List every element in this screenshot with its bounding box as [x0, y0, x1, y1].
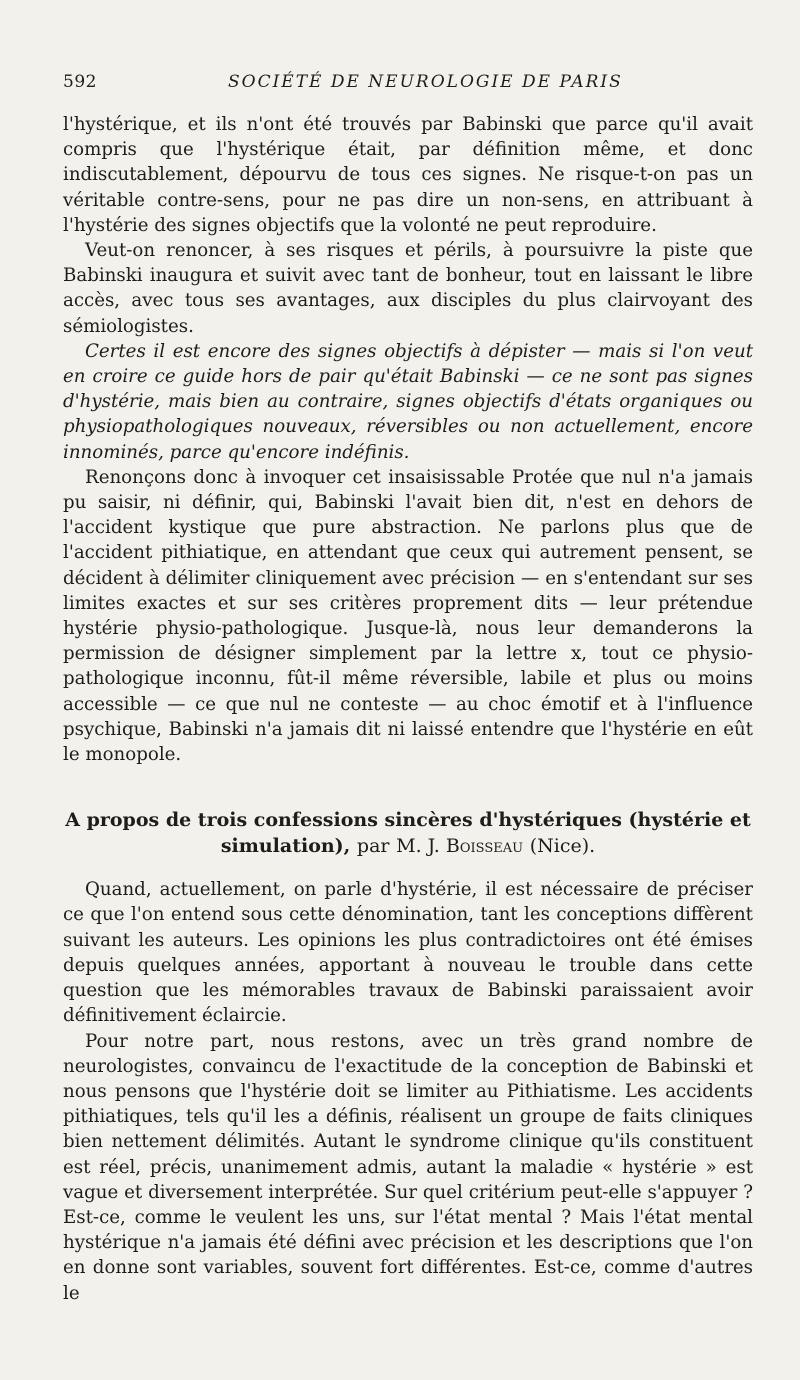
paragraph: Pour notre part, nous restons, avec un très grand nombre de neurologistes, convaincu de l'exactitude de la conception de Babinski et nous pensons que l'hystérie doit se limiter au Pithiatisme. Les accidents pithiatiques, tels qu'il les a définis, réalisent un groupe de faits cliniques bien nettement délimités. Autant le syndrome clinique qu'ils constituent est réel, précis, unanimement admis, autant la maladie « hystérie » est vague et diversement interprétée. Sur quel critérium peut-elle s'appuyer ? Est-ce, comme le veulent les uns, sur l'état mental ? Mais l'état mental hystérique n'a jamais été défini avec précision et les descriptions que l'on en donne sont variables, souvent fort différentes. Est-ce, comme d'autres le	[63, 1030, 753, 1304]
section-gap	[63, 767, 753, 807]
paragraph: Quand, actuellement, on parle d'hystérie, il est nécessaire de préciser ce que l'on entend sous cette dénomination, tant les conceptions diffèrent suivant les auteurs. Les opinions les plus contradictoires ont été émises depuis quelques années, apportant à nouveau le trouble dans cette question que les mémorables travaux de Babinski paraissaient avoir définitivement éclaircie.	[63, 879, 753, 1027]
paragraph-italic: Certes il est encore des signes objectifs à dépister — mais si l'on veut en croire ce guide hors de pair qu'était Babinski — ce ne sont pas signes d'hystérie, mais bien au contraire, signes objectifs d'états organiques ou physiopathologiques nouveaux, réversibles ou non actuellement, encore innominés, parce qu'encore indéfinis.	[63, 340, 753, 463]
author-prefix: par	[356, 835, 390, 858]
paragraph: Renonçons donc à invoquer cet insaisissable Protée que nul n'a jamais pu saisir, ni définir, qui, Babinski l'avait bien dit, n'est en dehors de l'accident kystique que pure abstraction. Ne parlons plus que de l'accident pithiatique, en attendant que ceux qui autrement pensent, se décident à délimiter cliniquement avec précision — en s'entendant sur ses limites exactes et sur ses critères proprement dits — leur prétendue hystérie physio-pathologique. Jusque-là, nous leur demanderons la permission de désigner simplement par la lettre x, tout ce physio-pathologique inconnu, fût-il même réversible, labile et plus ou moins accessible — ce que nul ne conteste — au choc émotif et à l'influence psychique, Babinski n'a jamais dit ni laissé entendre que l'hystérie en eût le monopole.	[63, 466, 753, 766]
page-number: 592	[63, 72, 97, 92]
paragraph: l'hystérique, et ils n'ont été trouvés par Babinski que parce qu'il avait compris que l'hystérique était, par définition même, et donc indiscutablement, dépourvu de tous ces signes. Ne risque-t-on pas un véritable contre-sens, pour ne pas dire un non-sens, en attribuant à l'hystérie des signes objectifs que la volonté ne peut reproduire.	[63, 114, 753, 236]
author	[396, 835, 523, 857]
author-initials: M. J.	[396, 835, 440, 858]
author-place: (Nice).	[529, 835, 596, 858]
author-name: Boisseau	[445, 835, 524, 858]
article-heading	[63, 807, 753, 859]
article-title: A propos de trois confessions sincères d'hystériques (hystérie et simulation),	[65, 809, 751, 858]
running-title: SOCIÉTÉ DE NEUROLOGIE DE PARIS	[228, 72, 623, 92]
page-header	[63, 72, 740, 100]
paragraph: Veut-on renoncer, à ses risques et périls, à poursuivre la piste que Babinski inaugura et suivit avec tant de bonheur, tout en laissant le libre accès, avec tous ses avantages, aux disciples du plus clairvoyant des sémiologistes.	[63, 240, 753, 337]
page-body	[63, 112, 753, 1306]
